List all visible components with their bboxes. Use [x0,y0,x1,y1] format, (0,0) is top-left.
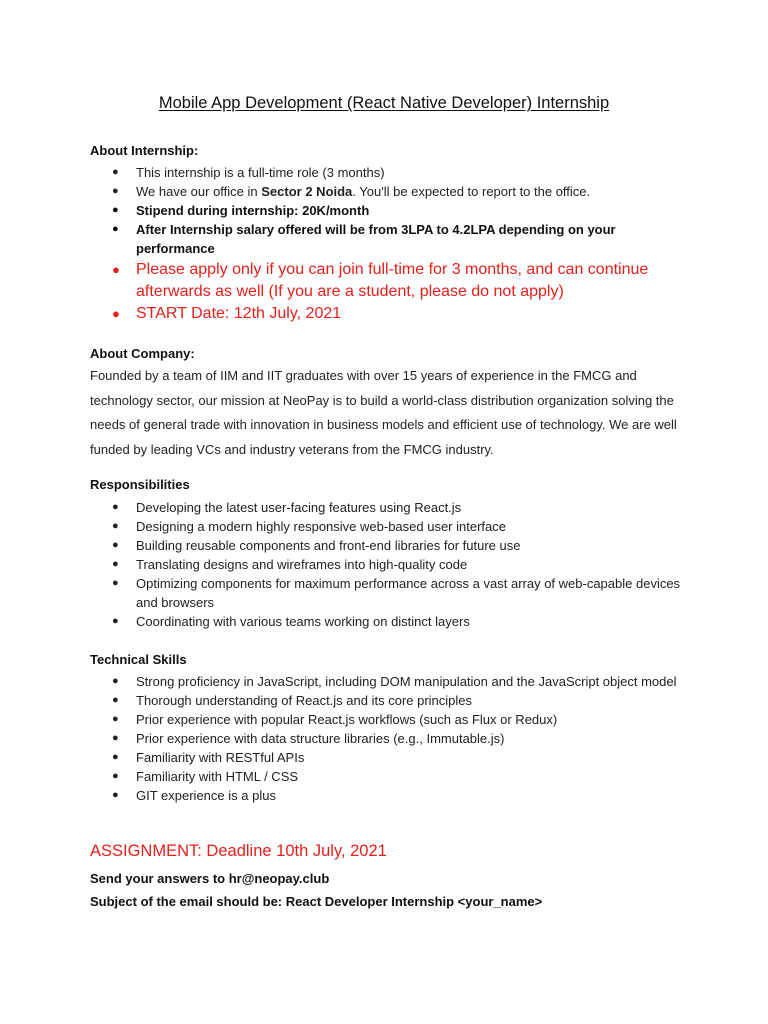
list-item: ● Designing a modern highly responsive web-based user interface [112,519,506,534]
list-item: ● We have our office in Sector 2 Noida. You'll be expected to report to the office. [112,184,591,199]
bullet-icon: ● [112,223,119,235]
list-item: ● Coordinating with various teams working on distinct layers [112,614,470,629]
bullet-icon: ● [112,166,119,178]
bullet-icon: ● [112,789,119,801]
list-item: ● Stipend during internship: 20K/month [112,203,370,218]
about-company-text: Founded by a team of IIM and IIT graduates with over 15 years of experience in the FMCG and technology sector, our mission at NeoPay is to build a world-class distribution organization solving the needs of general trade with innovation in business models and efficient use of technology. We are well funded by leading VCs and industry veterans from the FMCG industry. [90,368,677,457]
technical-skills-heading: Technical Skills [90,652,187,667]
list-item: ● GIT experience is a plus [112,788,276,803]
list-item: ● This internship is a full-time role (3 months) [112,165,385,180]
bullet-icon: ● [112,501,119,513]
about-company-heading: About Company: [90,346,195,361]
bullet-icon: ● [112,306,120,321]
list-item: ● Prior experience with popular React.js workflows (such as Flux or Redux) [112,712,558,727]
list-item: ● Developing the latest user-facing features using React.js [112,500,462,515]
bullet-icon: ● [112,577,119,589]
list-item: ● Thorough understanding of React.js and its core principles [112,693,473,708]
bullet-icon: ● [112,675,119,687]
list-item: ● Familiarity with HTML / CSS [112,769,299,784]
bullet-icon: ● [112,694,119,706]
bullet-icon: ● [112,185,119,197]
bullet-icon: ● [112,732,119,744]
list-item: ● After Internship salary offered will be from 3LPA to 4.2LPA depending on your performance [112,222,616,256]
list-item: ● Please apply only if you can join full-time for 3 months, and can continue afterwards as well (If you are a student, please do not apply) [112,261,649,300]
office-location: Sector 2 Noida [261,184,353,199]
bullet-icon: ● [112,713,119,725]
bullet-icon: ● [112,615,119,627]
list-item: ● Strong proficiency in JavaScript, including DOM manipulation and the JavaScript object model [112,674,677,689]
bullet-icon: ● [112,558,119,570]
bullet-icon: ● [112,539,119,551]
send-answers-line: Send your answers to hr@neopay.club [90,871,330,886]
list-item: ● Optimizing components for maximum performance across a vast array of web-capable devices and browsers [112,576,681,610]
technical-skills-list [90,672,690,805]
bullet-icon: ● [112,204,119,216]
about-internship-list [90,163,690,325]
bullet-icon: ● [112,751,119,763]
about-internship-heading: About Internship: [90,143,199,158]
email-subject-line: Subject of the email should be: React Developer Internship <your_name> [90,894,543,909]
list-item: ● Translating designs and wireframes into high-quality code [112,557,468,572]
bullet-icon: ● [112,262,120,277]
bullet-icon: ● [112,520,119,532]
list-item: ● Prior experience with data structure libraries (e.g., Immutable.js) [112,731,505,746]
assignment-heading: ASSIGNMENT: Deadline 10th July, 2021 [90,842,387,860]
responsibilities-list [90,498,690,631]
bullet-icon: ● [112,770,119,782]
list-item: ● START Date: 12th July, 2021 [90,303,690,325]
responsibilities-heading: Responsibilities [90,477,190,492]
page-title: Mobile App Development (React Native Developer) Internship [158,94,610,112]
list-item: ● Familiarity with RESTful APIs [112,750,305,765]
list-item: ● Building reusable components and front-end libraries for future use [112,538,521,553]
